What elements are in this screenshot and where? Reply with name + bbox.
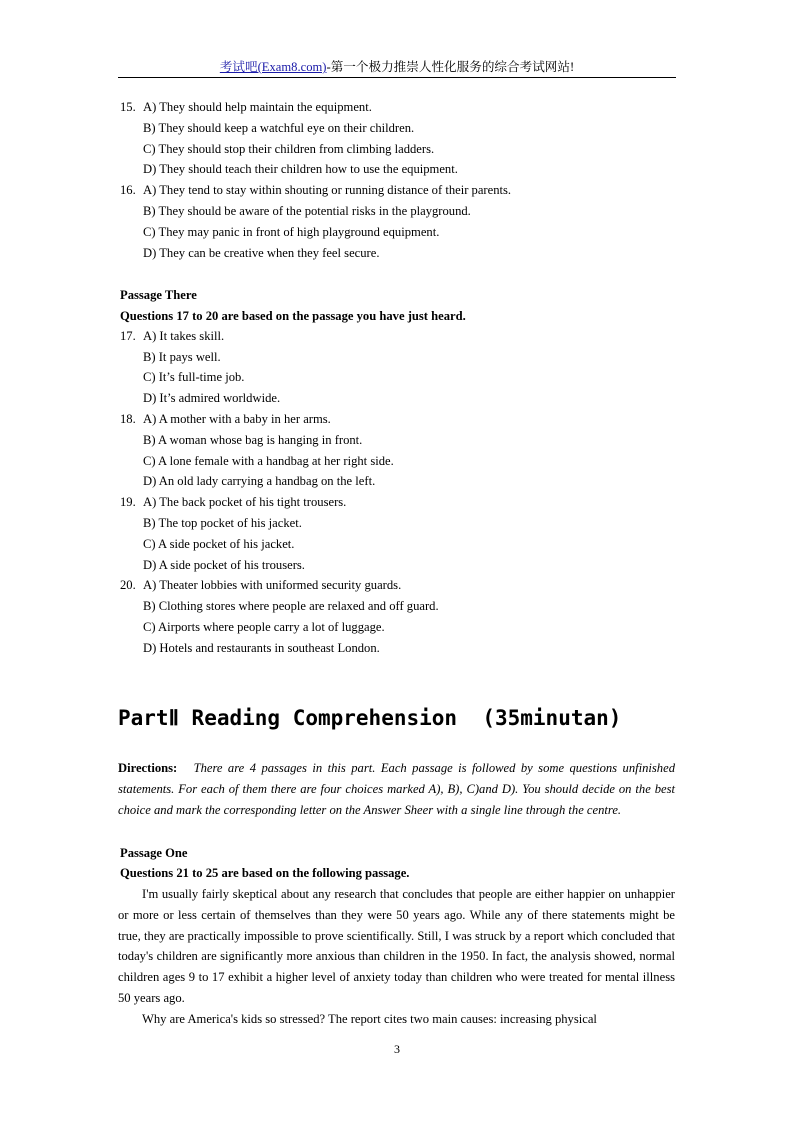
- option-line: B) A woman whose bag is hanging in front.: [143, 433, 363, 447]
- page-header: [118, 59, 676, 75]
- option-line: D) An old lady carrying a handbag on the left.: [143, 474, 376, 488]
- directions: [118, 758, 675, 820]
- option-line: B) They should keep a watchful eye on their children.: [143, 121, 415, 135]
- passage-paragraph: I'm usually fairly skeptical about any research that concludes that people are either happier on unhappier or more or less certain of themselves than they were 50 years ago. While any of there statements might be true, they are practically impossible to prove scientifically. Still, I was struck by a report which concluded that today's children are significantly more anxious than children in the 1950. In fact, the analysis showed, normal children ages 9 to 17 exhibit a higher level of anxiety today than children who were treated for mental illness 50 years ago.: [118, 887, 675, 1005]
- option-line: C) They should stop their children from climbing ladders.: [143, 142, 435, 156]
- option-line: A) A mother with a baby in her arms.: [143, 412, 331, 426]
- option-line: A) The back pocket of his tight trousers.: [143, 495, 347, 509]
- option-line: C) They may panic in front of high playground equipment.: [143, 225, 440, 239]
- question-number: 15.: [120, 100, 136, 114]
- header-site-link[interactable]: 考试吧(Exam8.com): [219, 60, 327, 74]
- option-line: C) It’s full-time job.: [143, 370, 245, 384]
- option-line: D) They should teach their children how to use the equipment.: [143, 162, 458, 176]
- passage-instruction: Questions 17 to 20 are based on the passage you have just heard.: [120, 309, 466, 323]
- directions-label: Directions:: [118, 761, 178, 775]
- section-heading: PartⅡ Reading Comprehension (35minutan): [118, 706, 622, 730]
- question-number: 18.: [120, 412, 136, 426]
- option-line: A) Theater lobbies with uniformed security guards.: [143, 578, 402, 592]
- header-rule: [118, 77, 676, 78]
- option-line: B) They should be aware of the potential risks in the playground.: [143, 204, 471, 218]
- option-line: C) A lone female with a handbag at her right side.: [143, 454, 394, 468]
- passage-paragraph: Why are America's kids so stressed? The report cites two main causes: increasing physical: [142, 1012, 597, 1026]
- option-line: B) It pays well.: [143, 350, 221, 364]
- passage-title: Passage One: [120, 846, 188, 860]
- question-number: 17.: [120, 329, 136, 343]
- option-line: A) They should help maintain the equipment.: [143, 100, 372, 114]
- page-number: 3: [394, 1042, 400, 1056]
- option-line: C) A side pocket of his jacket.: [143, 537, 295, 551]
- header-tagline: -第一个极力推崇人性化服务的综合考试网站!: [326, 60, 575, 74]
- passage-title: Passage There: [120, 288, 197, 302]
- option-line: A) It takes skill.: [143, 329, 225, 343]
- option-line: D) They can be creative when they feel secure.: [143, 246, 380, 260]
- option-line: D) Hotels and restaurants in southeast London.: [143, 641, 380, 655]
- option-line: B) Clothing stores where people are relaxed and off guard.: [143, 599, 439, 613]
- option-line: A) They tend to stay within shouting or running distance of their parents.: [143, 183, 512, 197]
- option-line: D) It’s admired worldwide.: [143, 391, 281, 405]
- option-line: D) A side pocket of his trousers.: [143, 558, 305, 572]
- question-number: 19.: [120, 495, 136, 509]
- question-number: 16.: [120, 183, 136, 197]
- option-line: C) Airports where people carry a lot of luggage.: [143, 620, 385, 634]
- option-line: B) The top pocket of his jacket.: [143, 516, 302, 530]
- directions-text: There are 4 passages in this part. Each passage is followed by some questions unfinished statements. For each of them there are four choices marked A), B), C)and D). You should decide on the best choice and mark the corresponding letter on the Answer Sheer with a single line through the centre.: [118, 761, 675, 817]
- passage-instruction: Questions 21 to 25 are based on the following passage.: [120, 866, 410, 880]
- question-number: 20.: [120, 578, 136, 592]
